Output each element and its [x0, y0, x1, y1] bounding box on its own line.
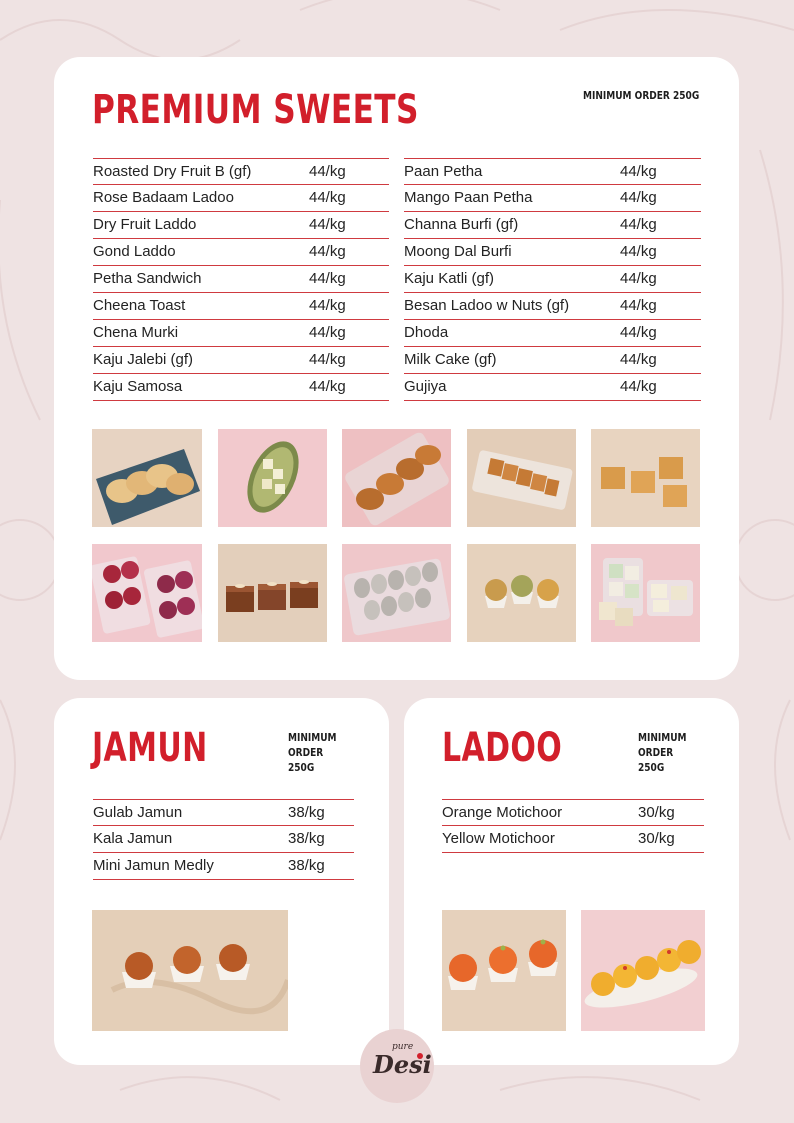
- photo-besan-burfi: [591, 429, 700, 527]
- price-row: [93, 826, 354, 853]
- pure-desi-logo: [359, 1028, 435, 1104]
- photo-kaju-samosa: [342, 544, 451, 642]
- price-row: [93, 185, 389, 212]
- photo-gulab-jamun: [92, 910, 288, 1031]
- premium-left-price-list: [93, 158, 389, 401]
- item-name: Kaju Katli (gf): [404, 270, 495, 287]
- premium-sweets-card: [54, 57, 739, 680]
- item-price: 44/kg: [620, 378, 657, 395]
- item-price: 38/kg: [288, 830, 325, 847]
- item-price: 44/kg: [620, 270, 657, 287]
- item-price: 44/kg: [309, 324, 346, 341]
- item-name: Mini Jamun Medly: [93, 857, 214, 874]
- ladoo-min-order: MINIMUM ORDER 250G: [638, 731, 687, 774]
- photo-orange-motichoor: [442, 910, 566, 1031]
- item-name: Kala Jamun: [93, 830, 173, 847]
- item-name: Paan Petha: [404, 163, 483, 180]
- item-price: 44/kg: [620, 216, 657, 233]
- item-name: Besan Ladoo w Nuts (gf): [404, 297, 570, 314]
- premium-right-price-list: [404, 158, 701, 401]
- ladoo-card: [404, 698, 739, 1065]
- item-price: 38/kg: [288, 857, 325, 874]
- price-row: [404, 212, 701, 239]
- item-name: Channa Burfi (gf): [404, 216, 519, 233]
- item-name: Chena Murki: [93, 324, 179, 341]
- jamun-title: JAMUN: [92, 725, 208, 771]
- item-name: Mango Paan Petha: [404, 189, 533, 206]
- price-row: [404, 293, 701, 320]
- price-row: [93, 347, 389, 374]
- price-row: [93, 293, 389, 320]
- item-price: 44/kg: [309, 297, 346, 314]
- price-row: [93, 320, 389, 347]
- photo-petha: [218, 429, 327, 527]
- item-name: Roasted Dry Fruit B (gf): [93, 163, 252, 180]
- item-name: Gujiya: [404, 378, 447, 395]
- price-row: [442, 826, 704, 853]
- price-row: [442, 799, 704, 826]
- jamun-card: [54, 698, 389, 1065]
- item-name: Kaju Jalebi (gf): [93, 351, 194, 368]
- photo-kaju-katli-sandwich: [591, 544, 700, 642]
- item-price: 44/kg: [620, 351, 657, 368]
- jamun-min-order: MINIMUM ORDER 250G: [288, 731, 337, 774]
- price-row: [404, 320, 701, 347]
- price-row: [93, 799, 354, 826]
- item-price: 44/kg: [309, 216, 346, 233]
- item-price: 44/kg: [620, 324, 657, 341]
- item-name: Dhoda: [404, 324, 449, 341]
- photo-yellow-motichoor: [581, 910, 705, 1031]
- ladoo-title: LADOO: [442, 725, 563, 771]
- item-price: 44/kg: [620, 189, 657, 206]
- item-price: 44/kg: [309, 378, 346, 395]
- item-price: 30/kg: [638, 804, 675, 821]
- item-name: Kaju Samosa: [93, 378, 183, 395]
- item-price: 44/kg: [309, 189, 346, 206]
- item-name: Moong Dal Burfi: [404, 243, 512, 260]
- ladoo-price-list: [442, 799, 704, 853]
- item-price: 30/kg: [638, 830, 675, 847]
- price-row: [404, 185, 701, 212]
- item-price: 44/kg: [620, 243, 657, 260]
- item-name: Orange Motichoor: [442, 804, 563, 821]
- price-row: [93, 853, 354, 880]
- item-name: Gond Laddo: [93, 243, 176, 260]
- price-row: [404, 266, 701, 293]
- item-name: Milk Cake (gf): [404, 351, 497, 368]
- photo-chocolate-burfi: [218, 544, 327, 642]
- item-price: 44/kg: [309, 351, 346, 368]
- price-row: [404, 239, 701, 266]
- item-price: 44/kg: [620, 163, 657, 180]
- item-price: 44/kg: [309, 243, 346, 260]
- item-name: Yellow Motichoor: [442, 830, 555, 847]
- item-price: 44/kg: [309, 163, 346, 180]
- item-name: Cheena Toast: [93, 297, 186, 314]
- logo-main-text: Desi: [373, 1050, 432, 1079]
- premium-min-order: MINIMUM ORDER 250G: [583, 89, 700, 102]
- photo-gujiya: [342, 429, 451, 527]
- price-row: [93, 212, 389, 239]
- price-row: [404, 158, 701, 185]
- jamun-price-list: [93, 799, 354, 880]
- price-row: [93, 158, 389, 185]
- logo-small-text: pure: [392, 1042, 414, 1052]
- item-name: Dry Fruit Laddo: [93, 216, 197, 233]
- item-price: 44/kg: [309, 270, 346, 287]
- premium-sweets-title: PREMIUM SWEETS: [92, 87, 419, 133]
- price-row: [93, 374, 389, 401]
- photo-cheena-toast: [92, 429, 202, 527]
- photo-dry-fruit-laddo: [467, 544, 576, 642]
- price-row: [404, 374, 701, 401]
- item-price: 38/kg: [288, 804, 325, 821]
- price-row: [404, 347, 701, 374]
- item-name: Rose Badaam Ladoo: [93, 189, 234, 206]
- photo-milk-cake: [467, 429, 576, 527]
- price-row: [93, 266, 389, 293]
- item-price: 44/kg: [620, 297, 657, 314]
- item-name: Petha Sandwich: [93, 270, 202, 287]
- price-row: [93, 239, 389, 266]
- item-name: Gulab Jamun: [93, 804, 183, 821]
- photo-rose-badaam-ladoo: [92, 544, 202, 642]
